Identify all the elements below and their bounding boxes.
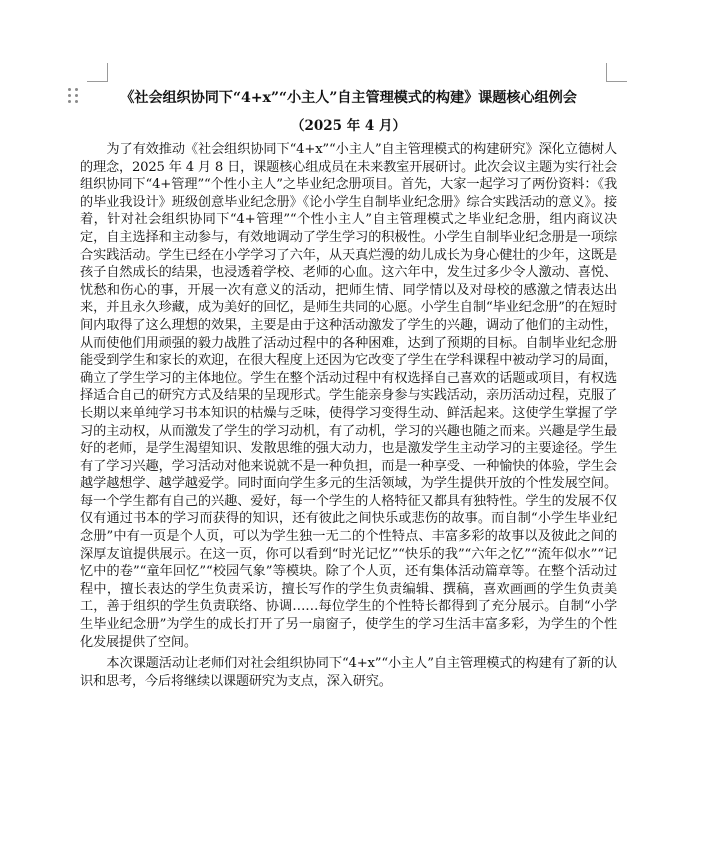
margin-corner-mark-right	[606, 63, 627, 82]
margin-corner-mark-left	[87, 63, 108, 82]
body-paragraph-2: 本次课题活动让老师们对社会组织协同下“4+x”“小主人”自主管理模式的构建有了新的认识和思考，今后将继续以课题研究为支点，深入研究。	[80, 656, 617, 689]
body-paragraph-1: 为了有效推动《社会组织协同下“4+x”“小主人”自主管理模式的构建研究》深化立德树人的理念，2025 年 4 月 8 日，课题核心组成员在未来教室开展研讨。此次会议主题为实行社会组织协同下“4+管理”“个性小主人”之毕业纪念册项目。首先，大家一起学习了两份资料：《我的毕业我设计》班级创意毕业纪念册》《论小学生自制毕业纪念册》综合实践活动的意义》。接着，针对社会组织协同下“4+管理”“个性小主人”自主管理模式之毕业纪念册，组内商议决定，自主选择和主动参与，有效地调动了学生学习的积极性。小学生自制毕业纪念册是一项综合实践活动。学生已经在小学学习了六年，从天真烂漫的幼儿成长为身心健壮的少年，这既是孩子自然成长的结果，也浸透着学校、老师的心血。这六年中，发生过多少令人激动、喜悦、忧愁和伤心的事，开展一次有意义的活动，把师生情、同学情以及对母校的感激之情表达出来，并且永久珍藏，成为美好的回忆，是师生共同的心愿。小学生自制“毕业纪念册”的在短时间内取得了这么理想的效果，主要是由于这种活动激发了学生的兴趣，调动了他们的主动性，从而使他们用顽强的毅力战胜了活动过程中的各种困难，达到了预期的目标。自制毕业纪念册能受到学生和家长的欢迎，在很大程度上还因为它改变了学生在学科课程中被动学习的局面，确立了学生学习的主体地位。学生在整个活动过程中有权选择自己喜欢的话题或项目，有权选择适合自己的研究方式及结果的呈现形式。学生能亲身参与实践活动，亲历活动过程，克服了长期以来单纯学习书本知识的枯燥与乏味，使得学习变得生动、鲜活起来。这使学生掌握了学习的主动权，从而激发了学生的学习动机，有了动机，学习的兴趣也随之而来。兴趣是学生最好的老师，是学生渴望知识、发散思维的强大动力，也是激发学生主动学习的主要途径。学生有了学习兴趣，学习活动对他来说就不是一种负担，而是一种享受、一种愉快的体验，学生会越学越想学、越学越爱学。同时面向学生多元的生活领域，为学生提供开放的个性发展空间。每一个学生都有自己的兴趣、爱好，每一个学生的人格特征又都具有独特性。学生的发展不仅仅有通过书本的学习而获得的知识，还有彼此之间快乐或悲伤的故事。而自制“小学生毕业纪念册”中有一页是个人页，可以为学生独一无二的个性特点、丰富多彩的故事以及彼此之间的深厚友谊提供展示。在这一页，你可以看到“时光记忆”“快乐的我”“六年之忆”“流年似水”“记忆中的卷”“童年回忆”“校园气象”等模块。除了个人页，还有集体活动篇章等。在整个活动过程中，擅长表达的学生负责采访，擅长写作的学生负责编辑、撰稿，喜欢画画的学生负责美工，善于组织的学生负责联络、协调……每位学生的个性特长都得到了充分展示。自制“小学生毕业纪念册”为学生的成长打开了另一扇窗子，使学生的学习生活丰富多彩，为学生的个性化发展提供了空间。	[80, 142, 617, 650]
document-title: 《社会组织协同下“4+x”“小主人”自主管理模式的构建》课题核心组例会	[120, 90, 577, 106]
document-date: （2025 年 4 月）	[290, 118, 407, 134]
paragraph-drag-handle-icon[interactable]	[68, 88, 80, 104]
document-body[interactable]	[80, 86, 617, 690]
